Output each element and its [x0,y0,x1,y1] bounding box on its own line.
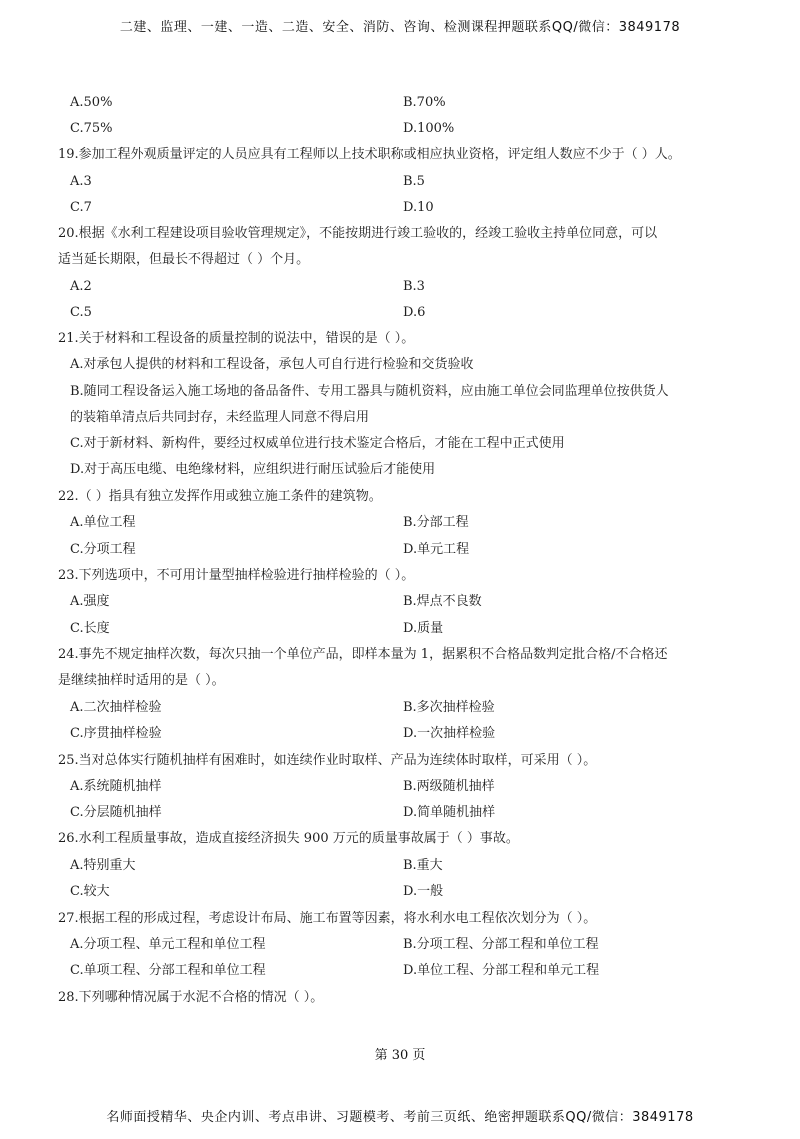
question-stem [0,329,800,349]
option-b: B.随同工程设备运入施工场地的备品备件、专用工器具与随机资料，应由施工单位会同监理单位按供货人 [70,384,669,399]
option-a: A.二次抽样检验 [70,700,162,715]
option-d: D.10 [403,200,434,215]
option-row [0,198,800,218]
question-stem [0,988,800,1008]
option-row [0,619,800,639]
option-b: B.焊点不良数 [403,594,482,609]
question-stem [0,645,800,665]
option-c: C.较大 [70,884,110,899]
bottom-banner: 名师面授精华、央企内训、考点串讲、习题模考、考前三页纸、绝密押题联系QQ/微信：3849178 [106,1110,694,1125]
option-b: B.两级随机抽样 [403,779,495,794]
option-a: A.特别重大 [70,858,136,873]
option-a: A.单位工程 [70,515,136,530]
question-stem [0,224,800,244]
option-b: B.分部工程 [403,515,469,530]
option-d: D.质量 [403,621,444,636]
question-23-stem: 23.下列选项中，不可用计量型抽样检验进行抽样检验的（ ）。 [58,568,415,583]
option-line [0,382,800,402]
option-a: A.3 [70,174,92,189]
option-d: D.6 [403,305,426,320]
question-stem [0,145,800,165]
option-a: A.50% [70,95,113,110]
question-20-stem-cont: 适当延长期限，但最长不得超过（ ）个月。 [58,252,310,267]
question-stem [0,487,800,507]
option-row [0,856,800,876]
option-d: D.单元工程 [403,542,470,557]
option-d: D.一般 [403,884,444,899]
question-stem [0,909,800,929]
option-row [0,119,800,139]
option-row [0,882,800,902]
option-row [0,513,800,533]
option-row [0,935,800,955]
page-number: 第 30 页 [374,1048,426,1063]
option-c: C.75% [70,121,113,136]
option-d: D.对于高压电缆、电绝缘材料，应组织进行耐压试验后才能使用 [70,462,436,477]
question-19-stem: 19.参加工程外观质量评定的人员应具有工程师以上技术职称或相应执业资格，评定组人数应不少于（ ）人。 [58,147,681,162]
option-line [0,355,800,375]
option-c: C.5 [70,305,92,320]
top-banner: 二建、监理、一建、一造、二造、安全、消防、咨询、检测课程押题联系QQ/微信：3849178 [119,20,681,35]
question-stem-cont [0,671,800,691]
question-22-stem: 22.（ ）指具有独立发挥作用或独立施工条件的建筑物。 [58,489,382,504]
option-row [0,724,800,744]
option-row [0,698,800,718]
option-row [0,277,800,297]
question-24-stem: 24.事先不规定抽样次数，每次只抽一个单位产品，即样本量为 1，据累积不合格品数判定批合格/不合格还 [58,647,668,662]
option-line [0,408,800,428]
option-c: C.长度 [70,621,110,636]
option-a: A.强度 [70,594,110,609]
option-d: D.100% [403,121,455,136]
option-c: C.对于新材料、新构件，要经过权威单位进行技术鉴定合格后，才能在工程中正式使用 [70,436,565,451]
question-21-stem: 21.关于材料和工程设备的质量控制的说法中，错误的是（ ）。 [58,331,415,346]
option-c: C.分层随机抽样 [70,805,162,820]
option-b: B.70% [403,95,446,110]
option-line [0,434,800,454]
option-c: C.单项工程、分部工程和单位工程 [70,963,266,978]
question-stem [0,829,800,849]
option-a: A.对承包人提供的材料和工程设备，承包人可自行进行检验和交货验收 [70,357,474,372]
option-c: C.分项工程 [70,542,136,557]
option-b-cont: 的装箱单清点后共同封存，未经监理人同意不得启用 [70,410,370,425]
option-c: C.7 [70,200,92,215]
question-26-stem: 26.水利工程质量事故，造成直接经济损失 900 万元的质量事故属于（ ）事故。 [58,831,519,846]
option-d: D.单位工程、分部工程和单元工程 [403,963,600,978]
option-line [0,460,800,480]
option-row [0,93,800,113]
option-a: A.系统随机抽样 [70,779,162,794]
option-c: C.序贯抽样检验 [70,726,162,741]
option-row [0,961,800,981]
question-27-stem: 27.根据工程的形成过程，考虑设计布局、施工布置等因素，将水利水电工程依次划分为（ ）。 [58,911,597,926]
option-d: D.一次抽样检验 [403,726,496,741]
option-row [0,803,800,823]
option-a: A.2 [70,279,92,294]
option-row [0,172,800,192]
question-25-stem: 25.当对总体实行随机抽样有困难时，如连续作业时取样、产品为连续体时取样，可采用（ ）。 [58,753,597,768]
question-stem-cont [0,250,800,270]
option-a: A.分项工程、单元工程和单位工程 [70,937,266,952]
question-stem [0,566,800,586]
option-b: B.3 [403,279,425,294]
option-row [0,592,800,612]
option-d: D.简单随机抽样 [403,805,496,820]
question-stem [0,751,800,771]
option-b: B.分项工程、分部工程和单位工程 [403,937,599,952]
option-b: B.5 [403,174,425,189]
option-b: B.多次抽样检验 [403,700,495,715]
option-row [0,540,800,560]
option-row [0,303,800,323]
option-b: B.重大 [403,858,443,873]
question-24-stem-cont: 是继续抽样时适用的是（ ）。 [58,673,225,688]
option-row [0,777,800,797]
question-20-stem: 20.根据《水利工程建设项目验收管理规定》，不能按期进行竣工验收的，经竣工验收主持单位同意，可以 [58,226,658,241]
question-28-stem: 28.下列哪种情况属于水泥不合格的情况（ ）。 [58,990,324,1005]
